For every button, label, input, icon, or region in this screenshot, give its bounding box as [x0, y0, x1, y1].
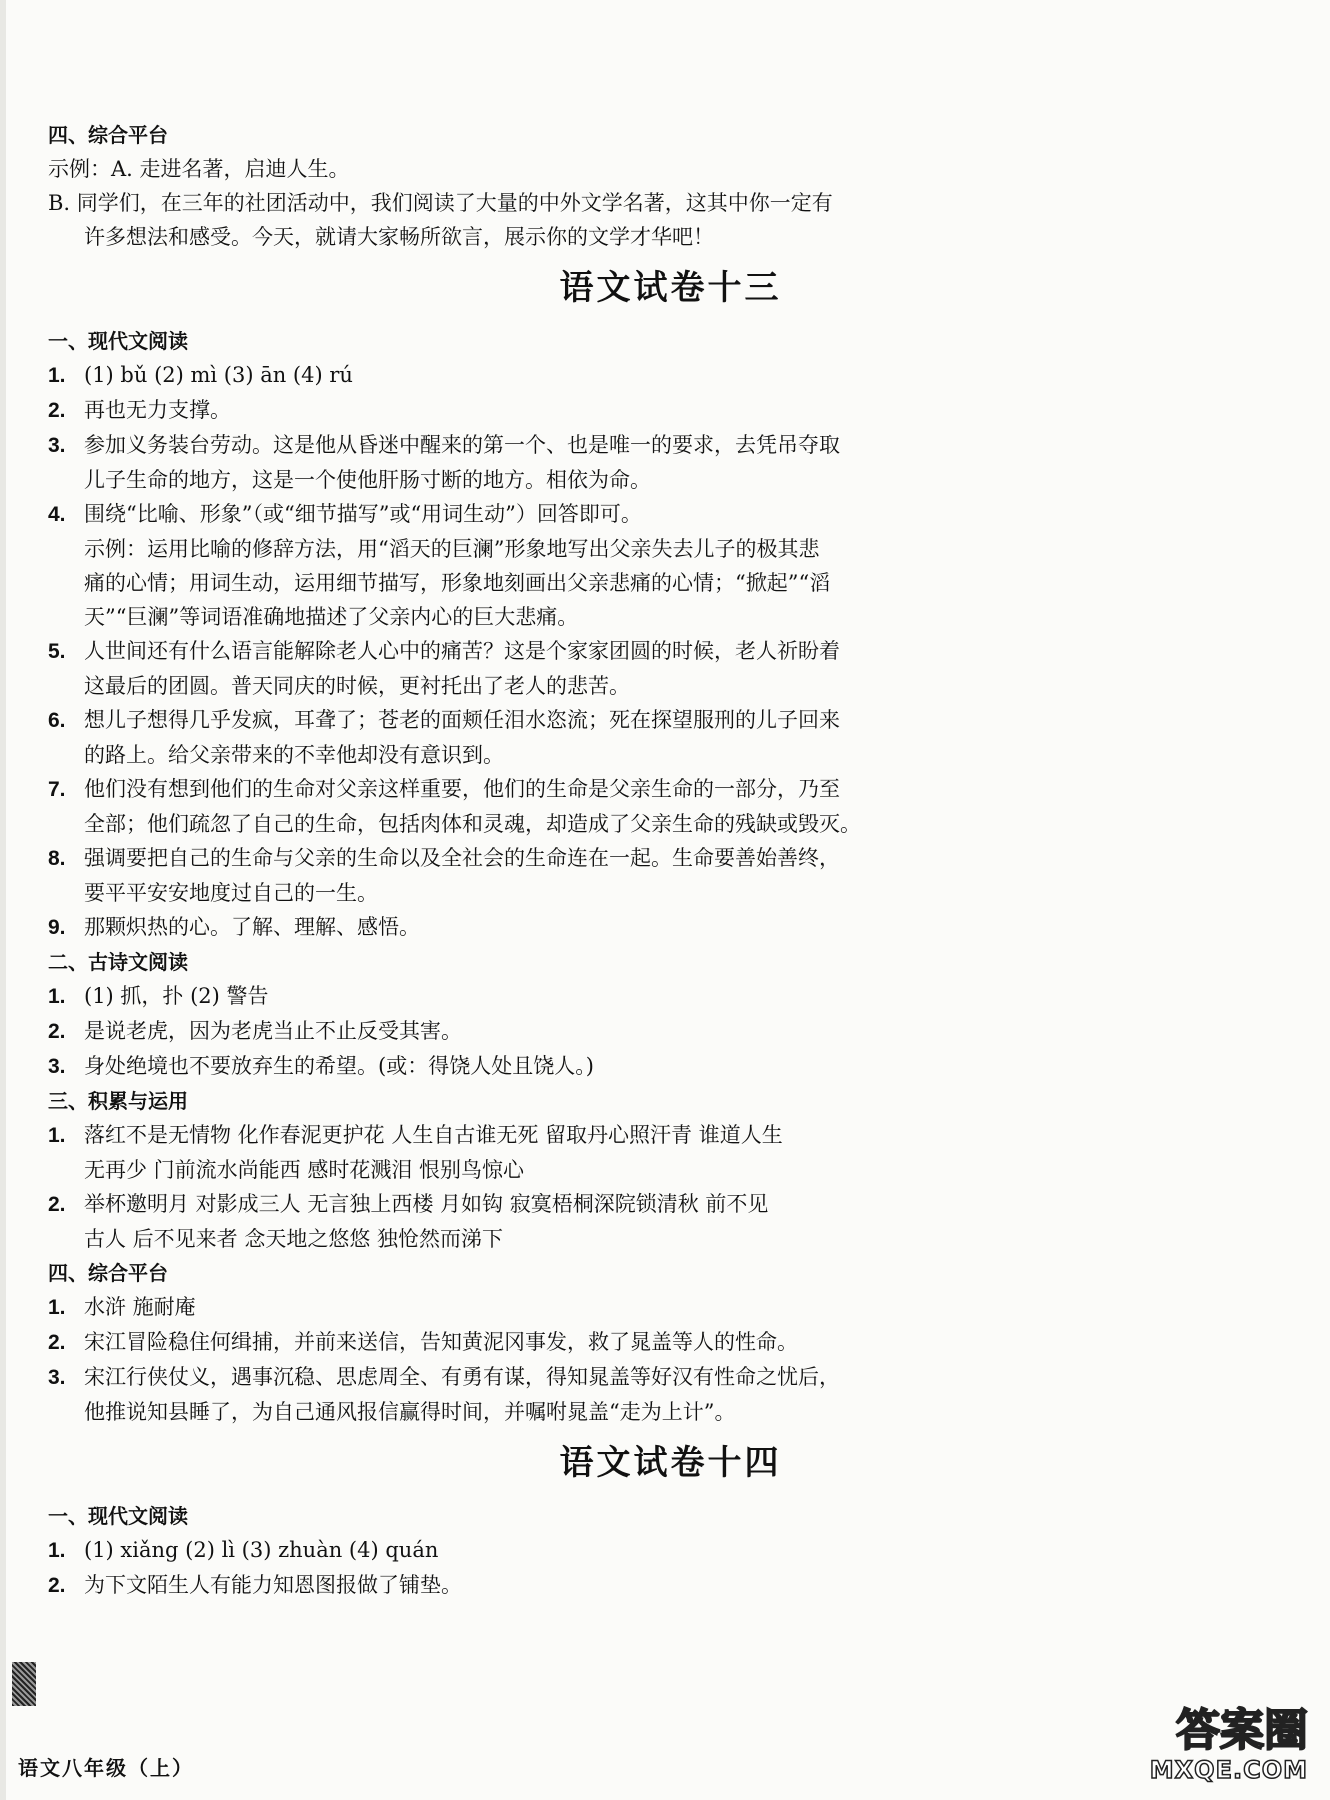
- answer-line: [48, 1222, 1293, 1256]
- answer-line: [48, 463, 1293, 497]
- answer-text: 示例：运用比喻的修辞方法，用“滔天的巨澜”形象地写出父亲失去儿子的极其悲: [84, 537, 820, 561]
- question-number: 2.: [48, 1193, 66, 1216]
- question-number: 3.: [48, 1366, 66, 1389]
- answer-line: [48, 1118, 1293, 1153]
- answer-page: [48, 118, 1293, 1603]
- answer-line: [48, 807, 1293, 841]
- answer-line: [48, 497, 1293, 532]
- answer-line: [48, 428, 1293, 463]
- answer-line: [48, 1014, 1293, 1049]
- answer-text: 无再少 门前流水尚能西 感时花溅泪 恨别鸟惊心: [84, 1158, 525, 1182]
- answer-text: 那颗炽热的心。了解、理解、感悟。: [84, 915, 420, 939]
- answer-list: [48, 1290, 1293, 1429]
- answer-text: 为下文陌生人有能力知恩图报做了铺垫。: [84, 1573, 462, 1597]
- answer-text: 落红不是无情物 化作春泥更护花 人生自古谁无死 留取丹心照汗青 谁道人生: [84, 1123, 783, 1147]
- answer-text: (1) bǔ (2) mì (3) ān (4) rú: [84, 363, 353, 387]
- question-number: 9.: [48, 916, 66, 939]
- answer-line: [48, 841, 1293, 876]
- answer-line: [48, 1360, 1293, 1395]
- answer-text: 古人 后不见来者 念天地之悠悠 独怆然而涕下: [84, 1227, 504, 1251]
- page-footer: 语文八年级（上）: [18, 1756, 194, 1780]
- answer-list: [48, 1533, 1293, 1603]
- answer-text: 围绕“比喻、形象”（或“细节描写”或“用词生动”）回答即可。: [84, 502, 642, 526]
- question-number: 2.: [48, 1020, 66, 1043]
- answer-text: (1) xiǎng (2) lì (3) zhuàn (4) quán: [84, 1538, 439, 1562]
- question-number: 1.: [48, 1539, 66, 1562]
- answer-text: 水浒 施耐庵: [84, 1295, 196, 1319]
- answer-line: [48, 1187, 1293, 1222]
- question-number: 1.: [48, 364, 66, 387]
- question-number: 1.: [48, 985, 66, 1008]
- answer-line: [48, 1395, 1293, 1429]
- watermark-title: 答案圈: [1176, 1705, 1308, 1756]
- watermark-logo: [1108, 1706, 1308, 1794]
- answer-text: 他们没有想到他们的生命对父亲这样重要，他们的生命是父亲生命的一部分，乃至: [84, 777, 840, 801]
- section-heading: 二、古诗文阅读: [48, 950, 188, 974]
- section-heading: 三、积累与运用: [48, 1089, 188, 1113]
- answer-line: [48, 876, 1293, 910]
- answer-line: 许多想法和感受。今天，就请大家畅所欲言，展示你的文学才华吧！: [84, 225, 714, 249]
- answer-text: 强调要把自己的生命与父亲的生命以及全社会的生命连在一起。生命要善始善终，: [84, 846, 840, 870]
- answer-text: 全部；他们疏忽了自己的生命，包括肉体和灵魂，却造成了父亲生命的残缺或毁灭。: [84, 812, 861, 836]
- scan-corner-mark: [12, 1662, 36, 1706]
- answer-text: 参加义务装台劳动。这是他从昏迷中醒来的第一个、也是唯一的要求，去凭吊夺取: [84, 433, 840, 457]
- answer-text: 的路上。给父亲带来的不幸他却没有意识到。: [84, 743, 504, 767]
- answer-line: [48, 1049, 1293, 1084]
- section-heading: 一、现代文阅读: [48, 329, 188, 353]
- answer-line: [48, 634, 1293, 669]
- question-number: 2.: [48, 1574, 66, 1597]
- question-number: 8.: [48, 847, 66, 870]
- question-number: 3.: [48, 1055, 66, 1078]
- answer-line: [48, 703, 1293, 738]
- answer-line: [48, 566, 1293, 600]
- answer-text: 痛的心情；用词生动，运用细节描写，形象地刻画出父亲悲痛的心情；“掀起”“滔: [84, 571, 831, 595]
- answer-line: [48, 910, 1293, 945]
- answer-text: 想儿子想得几乎发疯，耳聋了；苍老的面颊任泪水恣流；死在探望服刑的儿子回来: [84, 708, 840, 732]
- answer-list: [48, 979, 1293, 1084]
- answer-line: [48, 1568, 1293, 1603]
- answer-line: [48, 393, 1293, 428]
- answer-line: [48, 1153, 1293, 1187]
- answer-text: 人世间还有什么语言能解除老人心中的痛苦？这是个家家团圆的时候，老人祈盼着: [84, 639, 840, 663]
- watermark-url: MXQE.COM: [1149, 1756, 1308, 1784]
- question-number: 3.: [48, 434, 66, 457]
- answer-line: [48, 1533, 1293, 1568]
- answer-line: 示例：A. 走进名著，启迪人生。: [48, 157, 350, 181]
- question-number: 5.: [48, 640, 66, 663]
- answer-text: 宋江冒险稳住何缉捕，并前来送信，告知黄泥冈事发，救了晁盖等人的性命。: [84, 1330, 798, 1354]
- answer-line: [48, 979, 1293, 1014]
- question-number: 1.: [48, 1296, 66, 1319]
- answer-text: 是说老虎，因为老虎当止不止反受其害。: [84, 1019, 462, 1043]
- answer-line: [48, 669, 1293, 703]
- question-number: 2.: [48, 399, 66, 422]
- answer-line: [48, 532, 1293, 566]
- paper-title: 语文试卷十四: [559, 1443, 782, 1483]
- answer-text: 再也无力支撑。: [84, 398, 231, 422]
- answer-line: [48, 358, 1293, 393]
- answer-text: 宋江行侠仗义，遇事沉稳、思虑周全、有勇有谋，得知晁盖等好汉有性命之忧后，: [84, 1365, 840, 1389]
- answer-text: 这最后的团圆。普天同庆的时候，更衬托出了老人的悲苦。: [84, 674, 630, 698]
- question-number: 1.: [48, 1124, 66, 1147]
- answer-line: [48, 1325, 1293, 1360]
- section-heading: 一、现代文阅读: [48, 1504, 188, 1528]
- paper-title: 语文试卷十三: [559, 268, 782, 308]
- scan-edge: [0, 0, 6, 1800]
- question-number: 6.: [48, 709, 66, 732]
- answer-text: 他推说知县睡了，为自己通风报信赢得时间，并嘱咐晁盖“走为上计”。: [84, 1400, 736, 1424]
- answer-list: [48, 358, 1293, 945]
- answer-text: 天”“巨澜”等词语准确地描述了父亲内心的巨大悲痛。: [84, 605, 579, 629]
- section-heading: 四、综合平台: [48, 123, 168, 147]
- answer-text: 举杯邀明月 对影成三人 无言独上西楼 月如钩 寂寞梧桐深院锁清秋 前不见: [84, 1192, 769, 1216]
- answer-line: [48, 600, 1293, 634]
- answer-line: [48, 738, 1293, 772]
- question-number: 7.: [48, 778, 66, 801]
- answer-text: (1) 抓，扑 (2) 警告: [84, 984, 269, 1008]
- answer-line: [48, 772, 1293, 807]
- answer-line: B. 同学们，在三年的社团活动中，我们阅读了大量的中外文学名著，这其中你一定有: [48, 191, 833, 215]
- question-number: 2.: [48, 1331, 66, 1354]
- question-number: 4.: [48, 503, 66, 526]
- answer-text: 要平平安安地度过自己的一生。: [84, 881, 378, 905]
- answer-line: [48, 1290, 1293, 1325]
- answer-text: 儿子生命的地方，这是一个使他肝肠寸断的地方。相依为命。: [84, 468, 651, 492]
- section-heading: 四、综合平台: [48, 1261, 168, 1285]
- answer-text: 身处绝境也不要放弃生的希望。(或：得饶人处且饶人。): [84, 1054, 594, 1078]
- answer-list: [48, 1118, 1293, 1256]
